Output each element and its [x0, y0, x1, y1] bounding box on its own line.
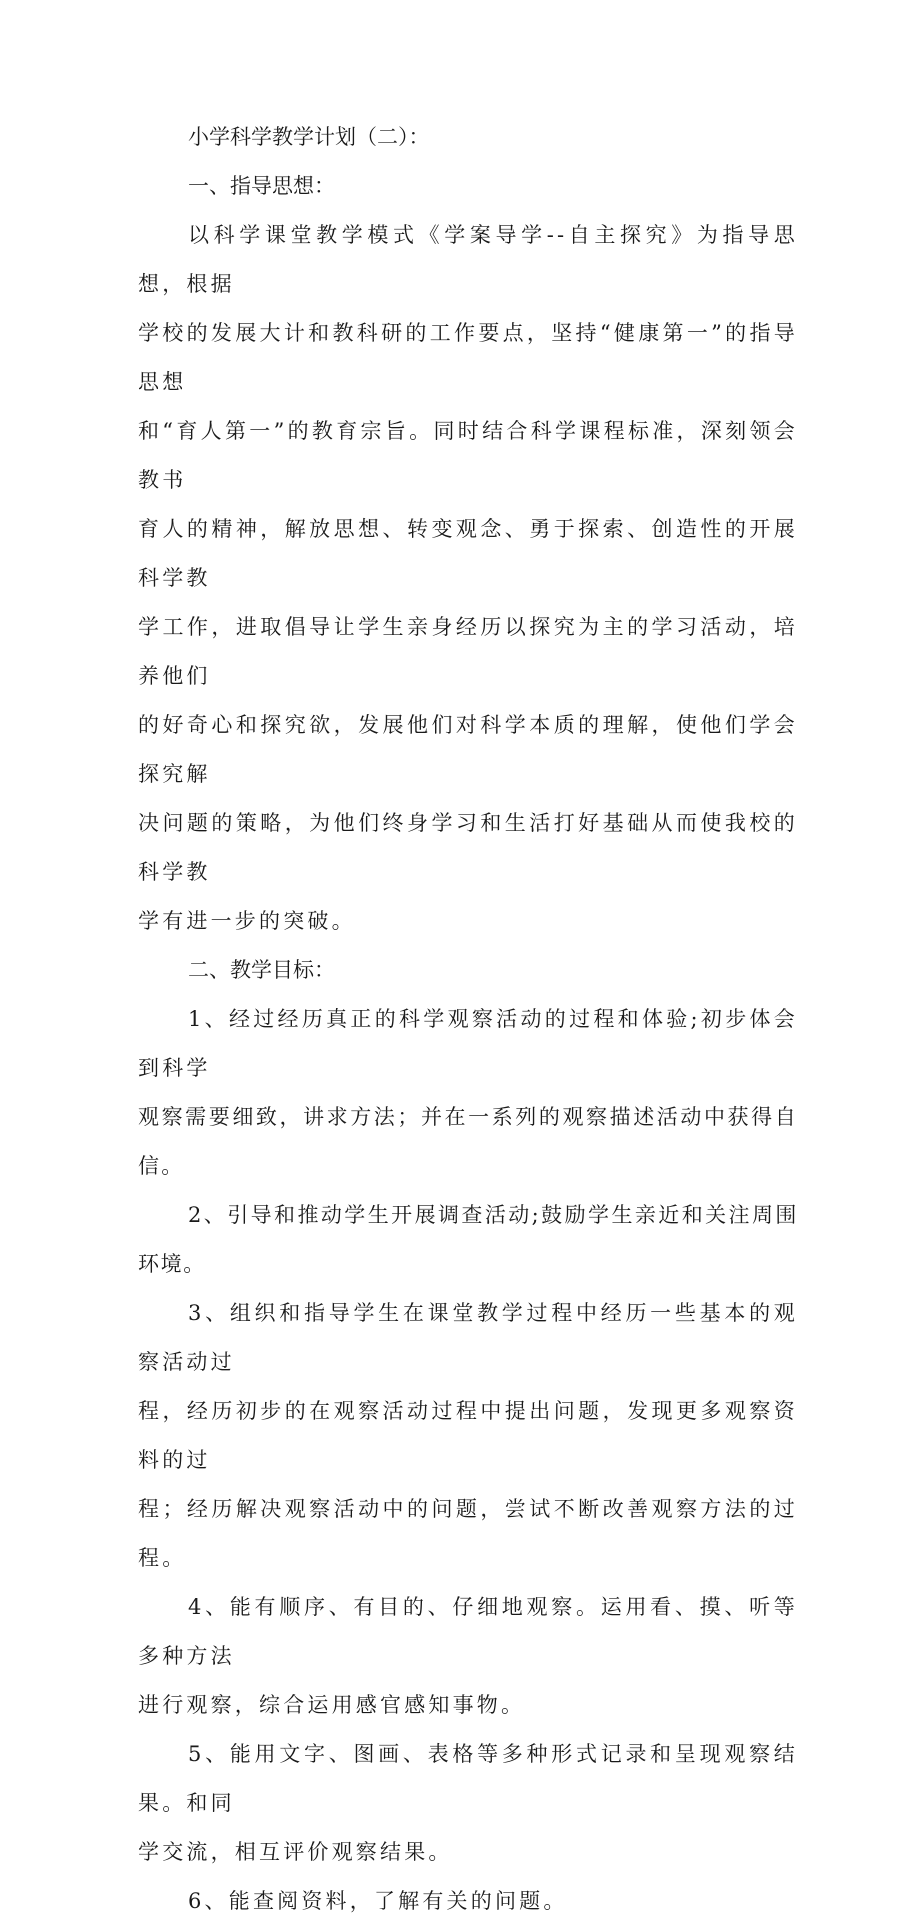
paragraph-line: 程，经历初步的在观察活动过程中提出问题，发现更多观察资料的过	[138, 1399, 798, 1472]
goal-item-6	[138, 1877, 798, 1926]
paragraph-line: 6、能查阅资料，了解有关的问题。	[188, 1889, 568, 1913]
paragraph-line: 3、组织和指导学生在课堂教学过程中经历一些基本的观察活动过	[138, 1301, 798, 1374]
paragraph-line: 1、经过经历真正的科学观察活动的过程和体验;初步体会到科学	[138, 1007, 798, 1080]
paragraph-line: 以科学课堂教学模式《学案导学--自主探究》为指导思想，根据	[138, 223, 798, 296]
paragraph-line: 进行观察，综合运用感官感知事物。	[138, 1693, 526, 1717]
paragraph-line: 和“育人第一”的教育宗旨。同时结合科学课程标准，深刻领会教书	[138, 419, 798, 492]
paragraph-line: 的好奇心和探究欲，发展他们对科学本质的理解，使他们学会探究解	[138, 713, 798, 786]
goal-item-1	[138, 995, 798, 1191]
paragraph-line: 学校的发展大计和教科研的工作要点，坚持“健康第一”的指导思想	[138, 321, 798, 394]
paragraph-line: 学工作，进取倡导让学生亲身经历以探究为主的学习活动，培养他们	[138, 615, 798, 688]
paragraph-line: 2、引导和推动学生开展调查活动;鼓励学生亲近和关注周围环境。	[138, 1203, 798, 1276]
paragraph-line: 决问题的策略，为他们终身学习和生活打好基础从而使我校的科学教	[138, 811, 798, 884]
paragraph-guiding-ideology	[138, 211, 798, 946]
goal-item-5	[138, 1730, 798, 1877]
section-heading-teaching-goals: 二、教学目标：	[188, 958, 335, 982]
paragraph-line: 学有进一步的突破。	[138, 909, 356, 933]
paragraph-line: 5、能用文字、图画、表格等多种形式记录和呈现观察结果。和同	[138, 1742, 798, 1815]
section-heading-guiding-ideology: 一、指导思想：	[188, 174, 335, 198]
paragraph-line: 观察需要细致，讲求方法；并在一系列的观察描述活动中获得自信。	[138, 1105, 798, 1178]
document-title: 小学科学教学计划（二）：	[188, 125, 430, 149]
paragraph-line: 学交流，相互评价观察结果。	[138, 1840, 453, 1864]
paragraph-line: 程；经历解决观察活动中的问题，尝试不断改善观察方法的过程。	[138, 1497, 798, 1570]
document-body	[138, 113, 798, 1926]
goal-item-2	[138, 1191, 798, 1289]
goal-item-4	[138, 1583, 798, 1730]
paragraph-line: 4、能有顺序、有目的、仔细地观察。运用看、摸、听等多种方法	[138, 1595, 798, 1668]
paragraph-line: 育人的精神，解放思想、转变观念、勇于探索、创造性的开展科学教	[138, 517, 798, 590]
goal-item-3	[138, 1289, 798, 1583]
